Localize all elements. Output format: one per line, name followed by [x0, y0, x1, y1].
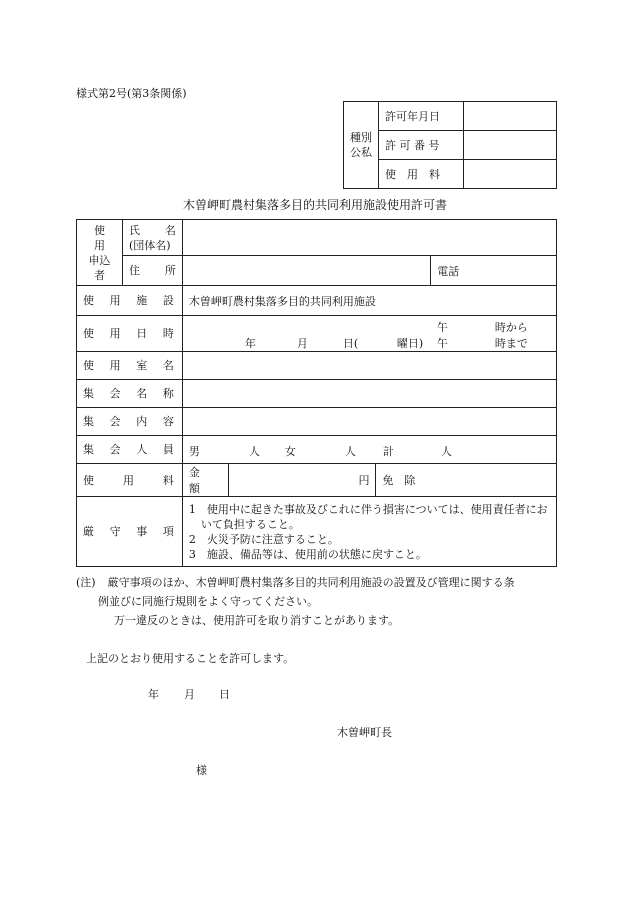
issue-date-year: 年: [148, 688, 159, 701]
notes-line-1: [76, 573, 556, 592]
date-month: 月: [296, 336, 308, 350]
exemption-field[interactable]: [376, 464, 557, 497]
facility-label: 使用施設: [83, 294, 174, 307]
rules-label: 厳守事項: [83, 525, 174, 538]
name-label: 氏 名: [128, 223, 176, 237]
notes: [76, 573, 556, 630]
fee-label-cell: [77, 464, 183, 497]
amount-yen: 円: [358, 474, 370, 487]
attendance-field[interactable]: [182, 436, 556, 464]
recipient-suffix: 様: [196, 764, 207, 777]
time-from: 時から: [494, 320, 528, 334]
attendance-male: 男: [188, 444, 200, 458]
time-until: 時まで: [494, 336, 528, 350]
permit-date-field[interactable]: [464, 102, 557, 131]
date-day: 日(: [342, 336, 359, 350]
applicant-label-use: 使 用: [93, 223, 116, 252]
approval-statement: 上記のとおり使用することを許可します。: [86, 652, 295, 665]
time-noon-until: 午: [436, 336, 448, 350]
attendance-total: 計: [382, 444, 394, 458]
meeting-name-label-cell: [77, 380, 183, 408]
meeting-content-label-cell: [77, 408, 183, 436]
address-label: 住 所: [128, 264, 176, 277]
applicant-label-cell: [77, 220, 123, 286]
meeting-name-field[interactable]: [182, 380, 556, 408]
permit-number-field[interactable]: [464, 131, 557, 160]
attendance-male-unit: 人: [248, 444, 260, 458]
notes-text-1: 厳守事項のほか、木曽岬町農村集落多目的共同利用施設の設置及び管理に関する条: [107, 576, 515, 589]
facility-value: 木曽岬町農村集落多目的共同利用施設: [182, 286, 556, 316]
amount-label: 金 額: [182, 464, 228, 497]
application-table: [76, 219, 557, 567]
meeting-content-label: 集会内容: [83, 415, 174, 428]
rules-list: [182, 497, 556, 567]
type-label: 種別: [350, 131, 372, 144]
facility-label-cell: [77, 286, 183, 316]
phone-cell[interactable]: [431, 256, 557, 286]
rules-label-cell: [77, 497, 183, 567]
name-field[interactable]: [182, 220, 556, 256]
attendance-label-cell: [77, 436, 183, 464]
issue-date-day: 日: [219, 688, 230, 701]
rule-item: 2 火災予防に注意すること。: [188, 532, 339, 546]
address-field[interactable]: [182, 256, 430, 286]
room-label-cell: [77, 352, 183, 380]
phone-label: 電話: [437, 264, 460, 278]
attendance-female-unit: 人: [344, 444, 356, 458]
issue-date[interactable]: [0, 686, 630, 702]
address-label-cell: [122, 256, 182, 286]
exemption-label: 免 除: [382, 474, 416, 487]
datetime-label-cell: [77, 316, 183, 352]
fee-label: 使 用 料: [83, 473, 174, 487]
issuer: 木曽岬町長: [337, 726, 392, 739]
group-name-label: (団体名): [128, 238, 171, 252]
issue-date-month: 月: [184, 688, 195, 701]
notes-text-3: 万一違反のときは、使用許可を取り消すことがあります。: [114, 614, 400, 627]
meeting-content-field[interactable]: [182, 408, 556, 436]
time-noon-from: 午: [436, 320, 448, 334]
notes-prefix: (注): [76, 576, 96, 589]
attendance-label: 集会人員: [83, 443, 174, 456]
document-title: 木曽岬町農村集落多目的共同利用施設使用許可書: [182, 198, 447, 212]
usage-fee-field[interactable]: [464, 160, 557, 189]
form-number: 様式第2号(第3条関係): [76, 87, 187, 100]
attendance-female: 女: [284, 444, 296, 458]
permit-date-label: 許可年月日: [379, 102, 464, 131]
datetime-field[interactable]: [182, 316, 556, 352]
rule-item: 1 使用中に起きた事故及びこれに伴う損害については、使用責任者において負担すること。: [188, 502, 548, 531]
room-label: 使用室名: [83, 359, 174, 372]
public-private-label: 公私: [350, 146, 372, 159]
meeting-name-label: 集会名称: [83, 387, 174, 400]
rule-item: 3 施設、備品等は、使用前の状態に戻すこと。: [188, 547, 427, 561]
office-use-table: [343, 101, 557, 189]
applicant-label-applicant: 申込者: [88, 253, 111, 282]
date-weekday: 曜日): [396, 336, 424, 350]
datetime-label: 使用日時: [83, 327, 174, 340]
date-year: 年: [244, 336, 256, 350]
amount-field[interactable]: [228, 464, 376, 497]
usage-fee-label: 使 用 料: [379, 160, 464, 189]
attendance-total-unit: 人: [440, 444, 452, 458]
name-label-cell: [122, 220, 182, 256]
notes-text-2: 例並びに同施行規則をよく守ってください。: [98, 595, 318, 608]
type-label-cell: [344, 102, 379, 189]
permit-number-label: 許 可 番 号: [379, 131, 464, 160]
room-field[interactable]: [182, 352, 556, 380]
